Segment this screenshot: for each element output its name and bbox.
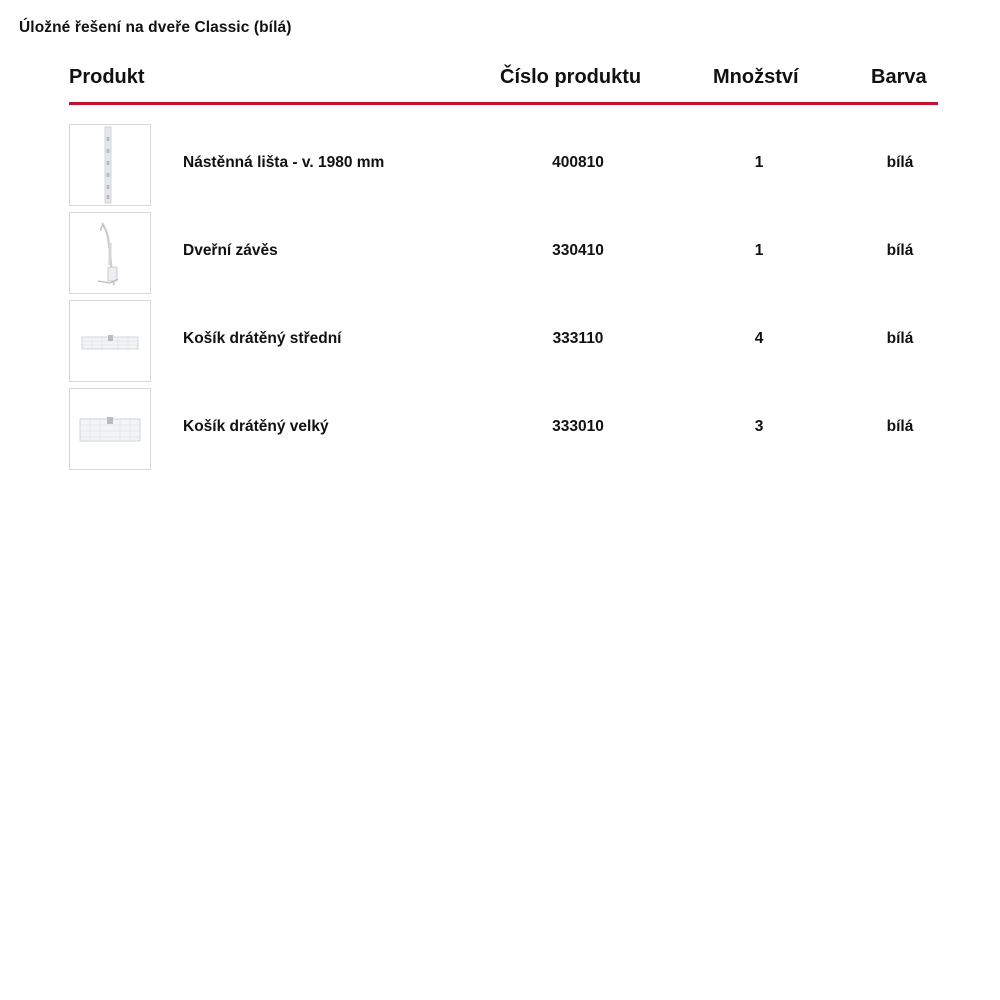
header-product: Produkt bbox=[69, 66, 145, 88]
quantity: 4 bbox=[754, 330, 764, 347]
wire-basket-medium-icon[interactable] bbox=[69, 300, 151, 382]
header-quantity: Množství bbox=[713, 66, 799, 88]
product-number: 333010 bbox=[552, 418, 604, 435]
quantity: 1 bbox=[754, 242, 764, 259]
table-row bbox=[69, 210, 938, 298]
product-number: 333110 bbox=[552, 330, 604, 347]
table-row bbox=[69, 386, 938, 474]
quantity: 3 bbox=[754, 418, 764, 435]
quantity: 1 bbox=[754, 154, 764, 171]
product-name: Košík drátěný střední bbox=[183, 330, 342, 347]
header-product-number: Číslo produktu bbox=[500, 66, 642, 88]
color: bílá bbox=[886, 330, 914, 347]
door-hanger-icon[interactable] bbox=[69, 212, 151, 294]
color: bílá bbox=[886, 418, 914, 435]
product-table bbox=[69, 64, 938, 435]
color: bílá bbox=[886, 154, 914, 171]
product-number: 330410 bbox=[552, 242, 604, 259]
wall-rail-icon[interactable] bbox=[69, 124, 151, 206]
color: bílá bbox=[886, 242, 914, 259]
product-number: 400810 bbox=[552, 154, 604, 171]
table-header bbox=[69, 64, 938, 105]
header-color: Barva bbox=[871, 66, 927, 88]
product-name: Dveřní závěs bbox=[183, 242, 278, 259]
page-title: Úložné řešení na dveře Classic (bílá) bbox=[19, 19, 292, 36]
wire-basket-large-icon[interactable] bbox=[69, 388, 151, 470]
table-row bbox=[69, 298, 938, 386]
product-name: Nástěnná lišta - v. 1980 mm bbox=[183, 154, 385, 171]
table-row bbox=[69, 122, 938, 210]
table-body bbox=[69, 122, 938, 474]
product-name: Košík drátěný velký bbox=[183, 418, 329, 435]
